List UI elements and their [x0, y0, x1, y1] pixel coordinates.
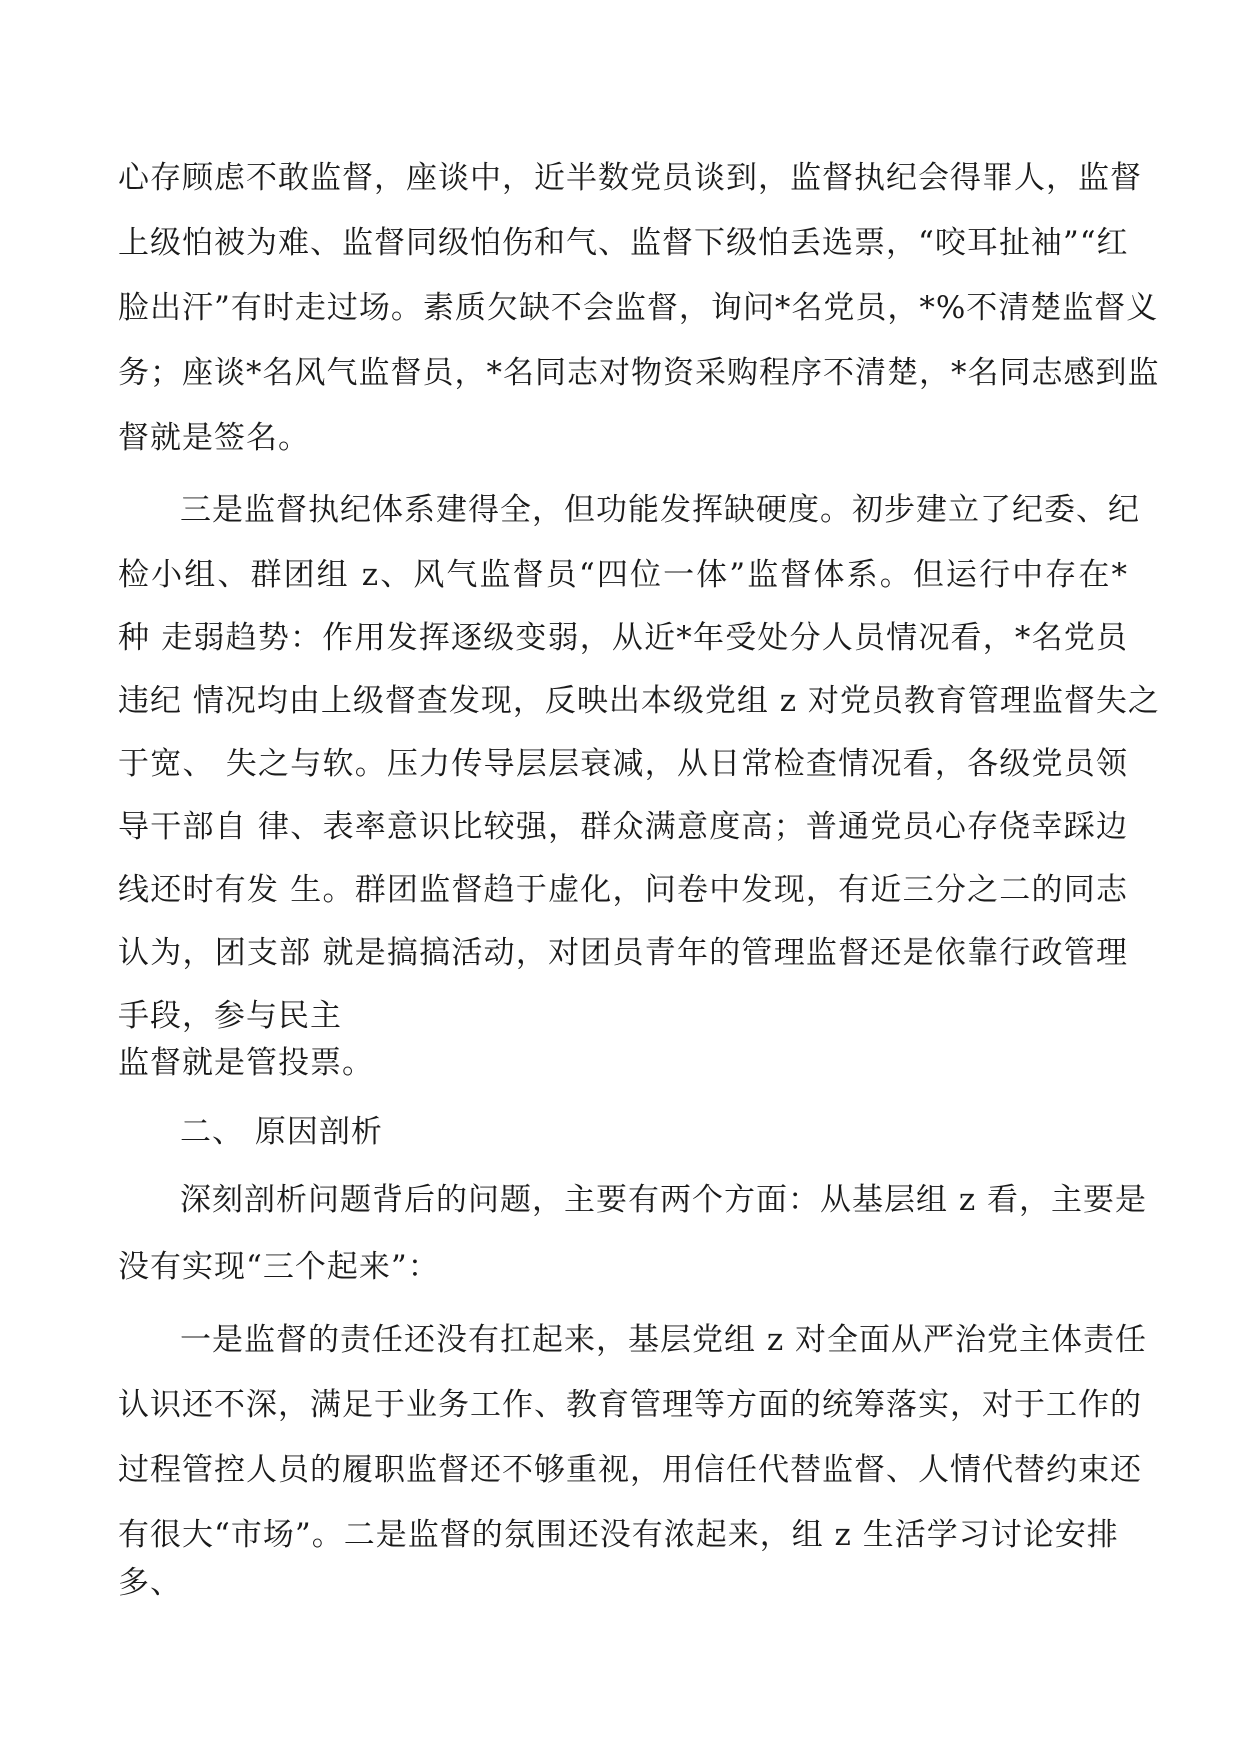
paragraph-3-line-2: 没有实现“三个起来”：: [118, 1249, 440, 1285]
paragraph-2-line-6: 导干部自 律、表率意识比较强，群众满意度高；普通党员心存侥幸踩边: [118, 809, 1128, 845]
paragraph-2-line-4: 违纪 情况均由上级督查发现，反映出本级党组 z 对党员教育管理监督失之: [118, 683, 1160, 719]
section-heading: 二、 原因剖析: [180, 1114, 383, 1150]
paragraph-3-line-1: 深刻剖析问题背后的问题，主要有两个方面：从基层组 z 看，主要是: [180, 1182, 1148, 1218]
paragraph-1-line-5: 督就是签名。: [118, 420, 310, 456]
paragraph-1-line-4: 务；座谈*名风气监督员，*名同志对物资采购程序不清楚，*名同志感到监: [118, 355, 1160, 391]
paragraph-2-line-9: 手段，参与民主: [118, 998, 342, 1034]
paragraph-2-line-1: 三是监督执纪体系建得全，但功能发挥缺硬度。初步建立了纪委、纪: [180, 492, 1140, 528]
paragraph-1-line-2: 上级怕被为难、监督同级怕伤和气、监督下级怕丢选票，“咬耳扯袖”“红: [118, 225, 1129, 261]
paragraph-2-line-3: 种 走弱趋势：作用发挥逐级变弱，从近*年受处分人员情况看，*名党员: [118, 620, 1128, 656]
paragraph-4-line-4: 有很大“市场”。二是监督的氛围还没有浓起来，组 z 生活学习讨论安排: [118, 1517, 1119, 1553]
paragraph-4-line-2: 认识还不深，满足于业务工作、教育管理等方面的统筹落实，对于工作的: [118, 1387, 1142, 1423]
paragraph-2-line-10: 监督就是管投票。: [118, 1045, 374, 1081]
paragraph-2-line-8: 认为，团支部 就是搞搞活动，对团员青年的管理监督还是依靠行政管理: [118, 935, 1128, 971]
paragraph-2-line-7: 线还时有发 生。群团监督趋于虚化，问卷中发现，有近三分之二的同志: [118, 872, 1128, 908]
paragraph-1-line-1: 心存顾虑不敢监督，座谈中，近半数党员谈到，监督执纪会得罪人，监督: [118, 160, 1142, 196]
paragraph-2-line-2: 检小组、群团组 z、风气监督员“四位一体”监督体系。但运行中存在*: [118, 557, 1128, 593]
paragraph-4-line-3: 过程管控人员的履职监督还不够重视，用信任代替监督、人情代替约束还: [118, 1452, 1142, 1488]
paragraph-4-line-1: 一是监督的责任还没有扛起来，基层党组 z 对全面从严治党主体责任: [180, 1322, 1148, 1358]
paragraph-4-line-5: 多、: [118, 1565, 182, 1601]
paragraph-2-line-5: 于宽、 失之与软。压力传导层层衰减，从日常检查情况看，各级党员领: [118, 746, 1128, 782]
paragraph-1-line-3: 脸出汗”有时走过场。素质欠缺不会监督，询问*名党员，*%不清楚监督义: [118, 290, 1159, 326]
